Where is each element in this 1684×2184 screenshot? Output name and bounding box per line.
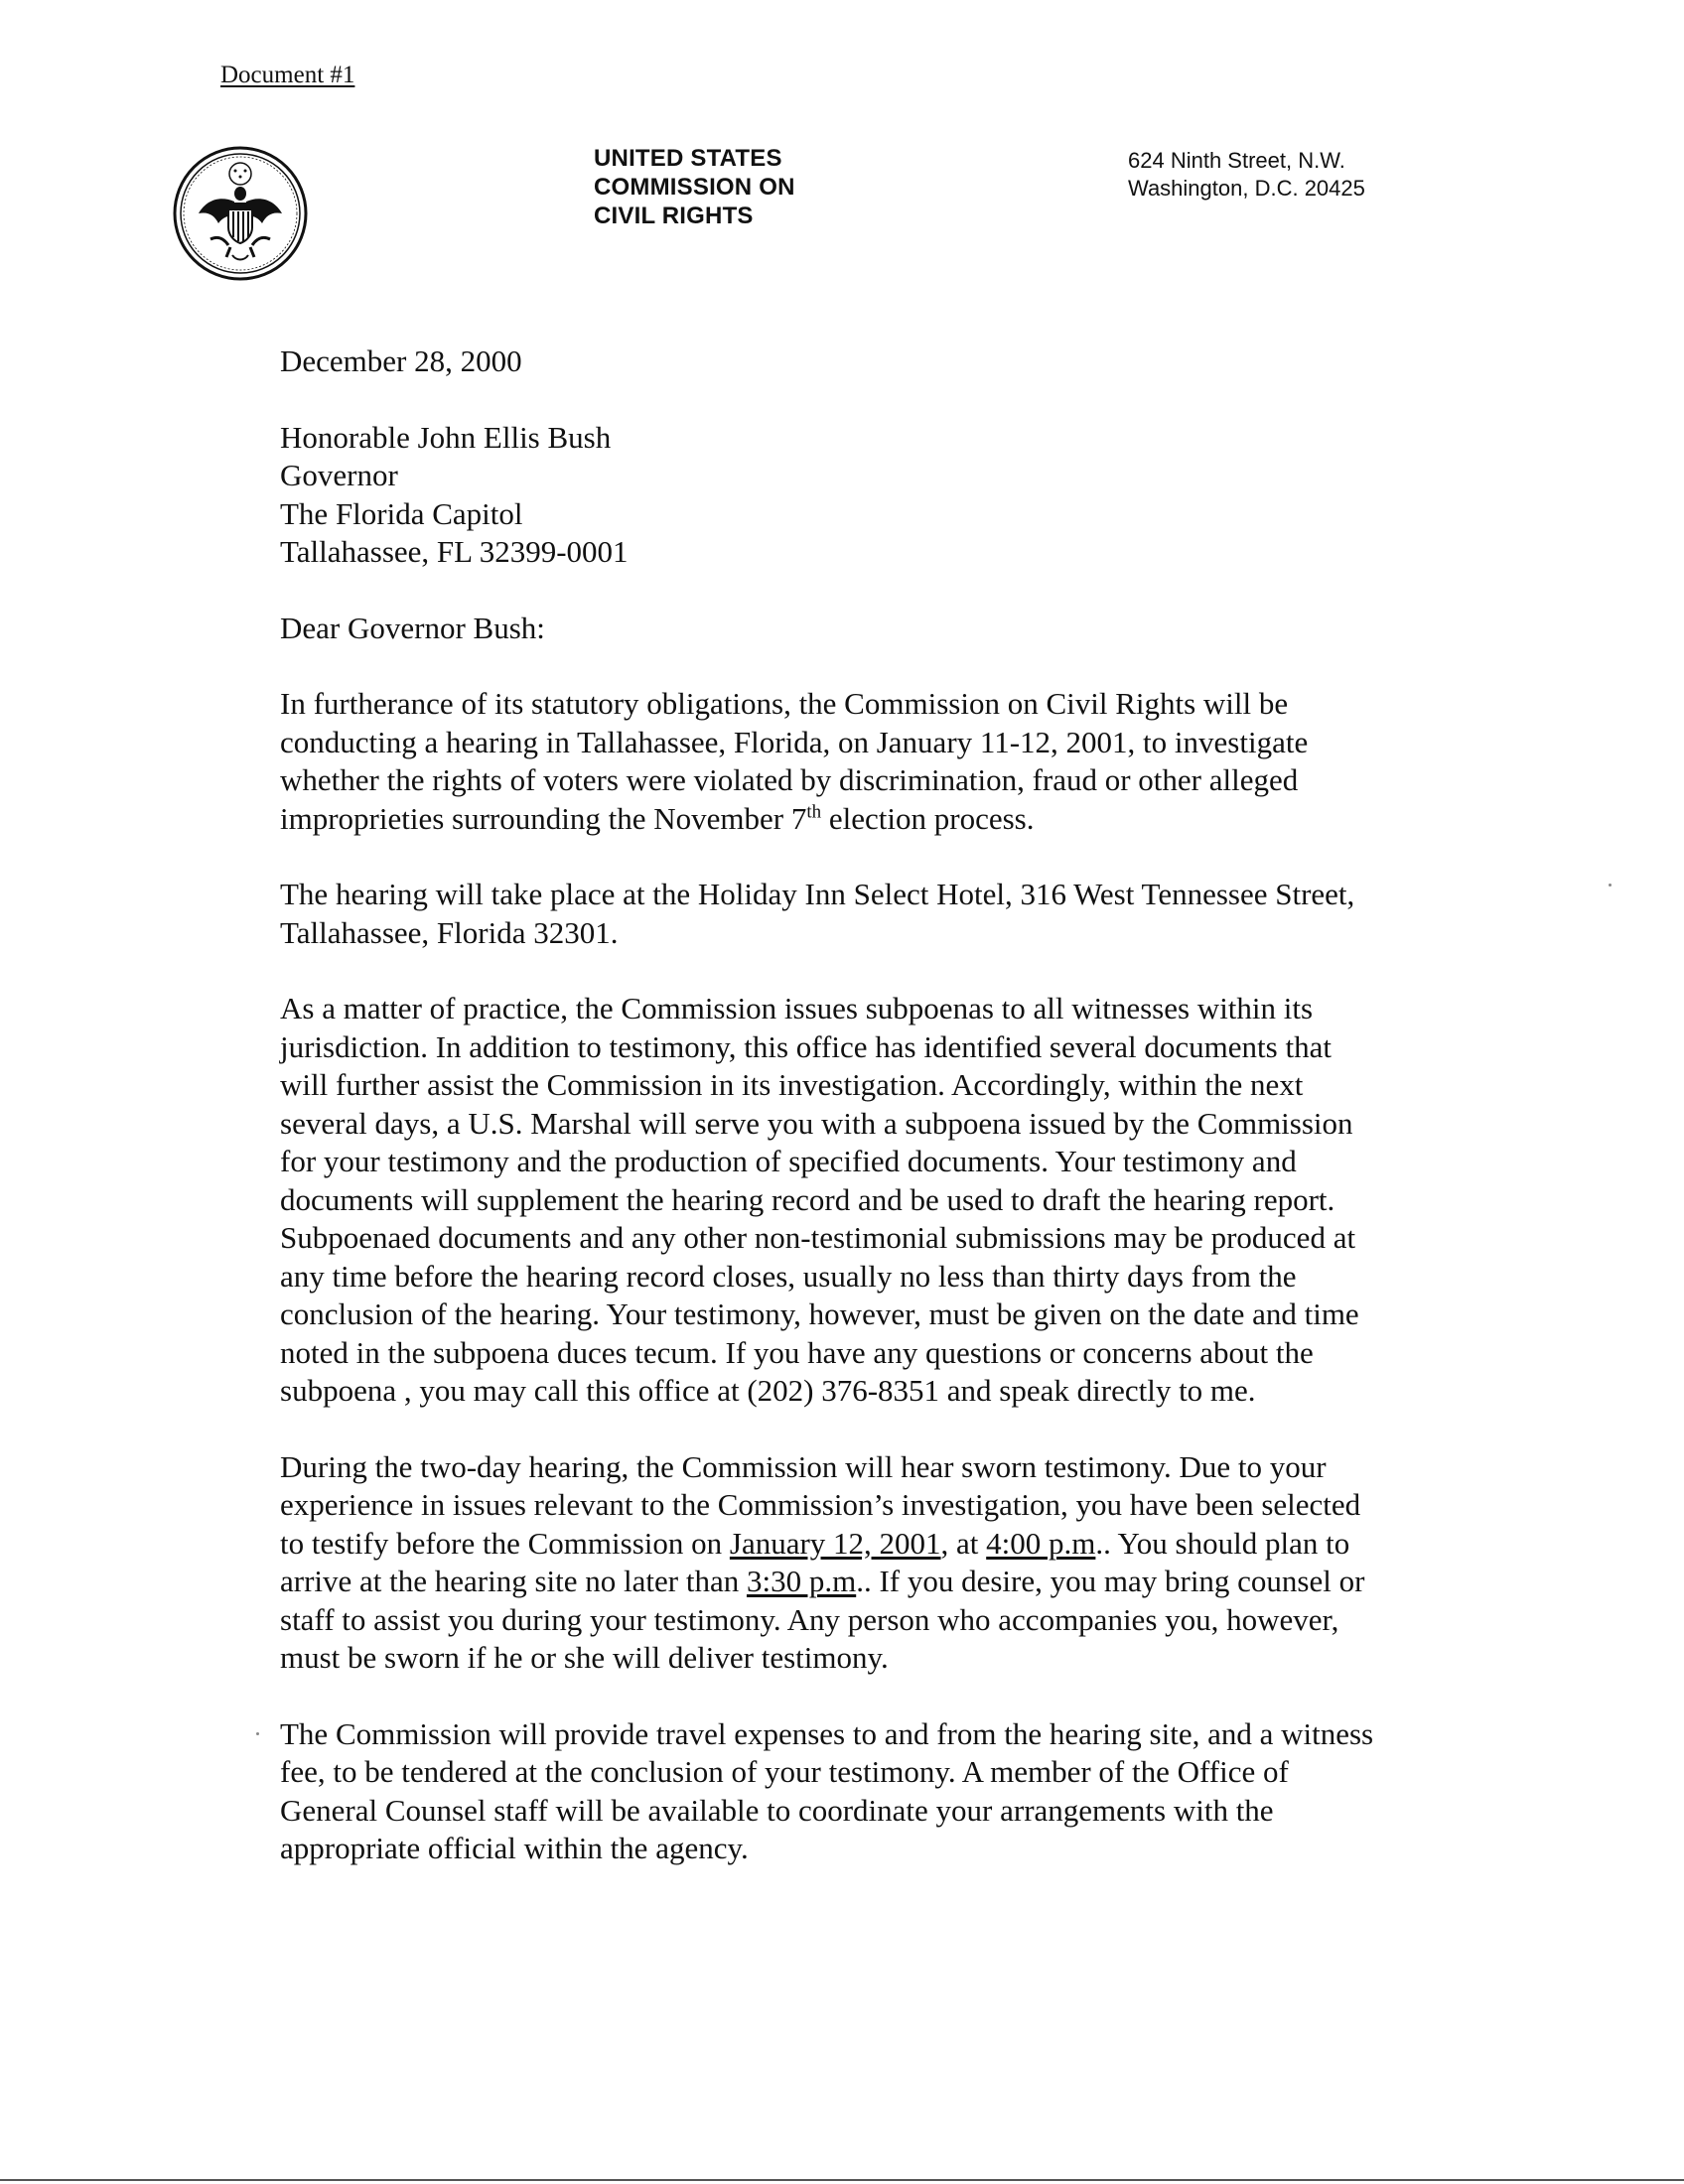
text-line: During the two-day hearing, the Commission will hear sworn testimony. Due to your — [280, 1448, 1327, 1484]
testimony-date: January 12, 2001 — [729, 1525, 941, 1561]
text-segment: election process. — [821, 800, 1035, 836]
text-line: whether the rights of voters were violated by discrimination, fraud or other alleged — [280, 762, 1299, 797]
testimony-time: 4:00 p.m — [986, 1525, 1096, 1561]
address-line: Washington, D.C. 20425 — [1128, 176, 1365, 201]
text-line: any time before the hearing record closes, usually no less than thirty days from the — [280, 1258, 1297, 1294]
text-line — [280, 1563, 1491, 1601]
recipient-line: The Florida Capitol — [280, 495, 523, 531]
paragraph-travel-expenses — [280, 1715, 1491, 1868]
text-line: experience in issues relevant to the Commission’s investigation, you have been selected — [280, 1487, 1361, 1522]
arrival-time: 3:30 p.m — [746, 1564, 857, 1598]
text-line: In furtherance of its statutory obligations, the Commission on Civil Rights will be — [280, 686, 1289, 721]
text-line: As a matter of practice, the Commission issues subpoenas to all witnesses within its — [280, 991, 1314, 1025]
agency-line: CIVIL RIGHTS — [594, 203, 754, 229]
text-line: Subpoenaed documents and any other non-testimonial submissions may be produced at — [280, 1220, 1356, 1255]
text-segment: .. If you desire, you may bring counsel or — [856, 1564, 1365, 1598]
text-line: will further assist the Commission in its investigation. Accordingly, within the next — [280, 1067, 1304, 1102]
address-line: 624 Ninth Street, N.W. — [1128, 148, 1345, 173]
text-line: fee, to be tendered at the conclusion of your testimony. A member of the Office of — [280, 1754, 1289, 1789]
text-line: The hearing will take place at the Holiday Inn Select Hotel, 316 West Tennessee Street, — [280, 877, 1355, 911]
text-line: several days, a U.S. Marshal will serve you with a subpoena issued by the Commission — [280, 1105, 1353, 1141]
text-line: for your testimony and the production of specified documents. Your testimony and — [280, 1144, 1297, 1178]
text-line: documents will supplement the hearing record and be used to draft the hearing report. — [280, 1181, 1335, 1217]
agency-name — [594, 144, 795, 230]
text-segment: to testify before the Commission on — [280, 1525, 730, 1561]
text-line: conclusion of the hearing. Your testimony, however, must be given on the date and time — [280, 1297, 1359, 1331]
text-line: conducting a hearing in Tallahassee, Florida, on January 11-12, 2001, to investigate — [280, 724, 1309, 759]
paragraph-hearing-location — [280, 876, 1491, 952]
agency-address — [1128, 147, 1365, 203]
recipient-block — [280, 419, 1491, 572]
text-segment: arrive at the hearing site no later than — [280, 1564, 747, 1598]
scan-speck — [1609, 884, 1612, 887]
text-line: The Commission will provide travel expenses to and from the hearing site, and a witness — [280, 1715, 1374, 1751]
document-label: Document #1 — [220, 62, 355, 88]
recipient-line: Tallahassee, FL 32399-0001 — [280, 534, 629, 569]
text-line: Tallahassee, Florida 32301. — [280, 914, 619, 950]
salutation: Dear Governor Bush: — [280, 610, 545, 645]
recipient-line: Governor — [280, 458, 398, 492]
text-line: staff to assist you during your testimony. Any person who accompanies you, however, — [280, 1601, 1339, 1637]
text-line — [280, 1525, 1491, 1564]
text-line: subpoena , you may call this office at (202) 376-8351 and speak directly to me. — [280, 1373, 1256, 1408]
text-segment: improprieties surrounding the November 7 — [280, 800, 807, 836]
text-line: General Counsel staff will be available to coordinate your arrangements with the — [280, 1792, 1274, 1828]
paragraph-hearing-purpose — [280, 685, 1491, 838]
text-segment: , at — [940, 1525, 987, 1561]
us-eagle-seal-icon — [171, 144, 310, 283]
text-segment: .. You should plan to — [1095, 1525, 1350, 1561]
scan-speck — [256, 1732, 259, 1735]
text-line: jurisdiction. In addition to testimony, this office has identified several documents that — [280, 1028, 1332, 1064]
agency-line: UNITED STATES — [594, 145, 782, 172]
paragraph-subpoena — [280, 990, 1491, 1411]
text-line: must be sworn if he or she will deliver testimony. — [280, 1640, 889, 1675]
recipient-line: Honorable John Ellis Bush — [280, 419, 612, 455]
letter-date: December 28, 2000 — [280, 343, 522, 378]
text-line: noted in the subpoena duces tecum. If you have any questions or concerns about the — [280, 1334, 1314, 1370]
page-bottom-edge — [0, 2179, 1684, 2181]
letter-body — [280, 342, 1491, 1906]
text-line: appropriate official within the agency. — [280, 1831, 749, 1865]
agency-line: COMMISSION ON — [594, 174, 795, 201]
paragraph-testimony-schedule — [280, 1448, 1491, 1678]
text-line — [280, 800, 1491, 839]
ordinal-suffix: th — [806, 801, 822, 823]
